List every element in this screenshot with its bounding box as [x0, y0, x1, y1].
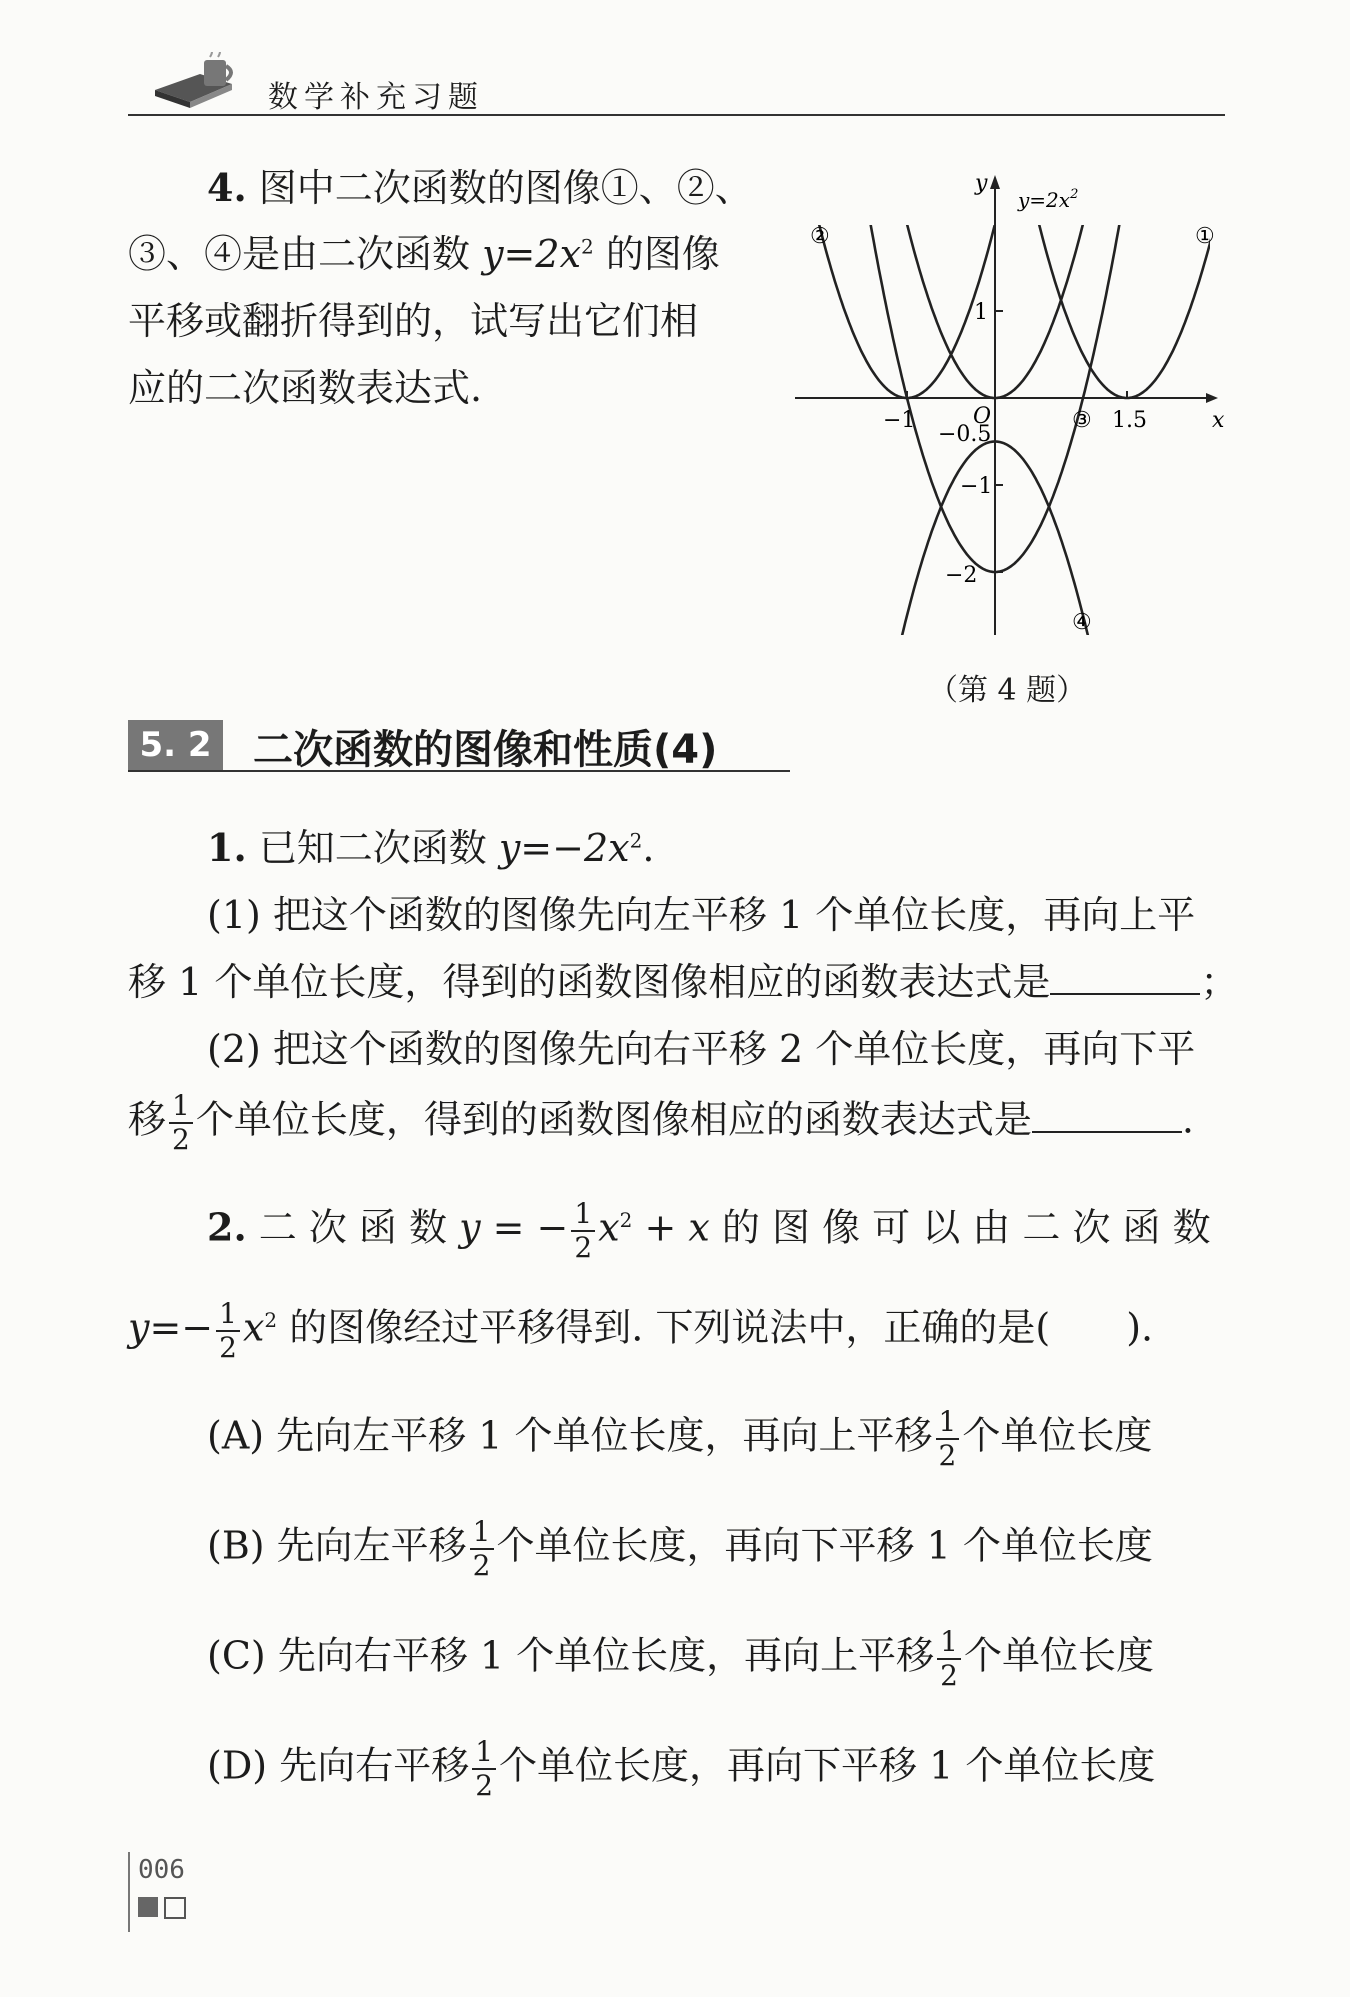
- problem4-line3: 平移或翻折得到的，试写出它们相: [128, 299, 699, 343]
- q1-stem: 1. 已知二次函数 $y=-2x^2$.: [207, 825, 655, 870]
- section-title: 二次函数的图像和性质(4): [253, 727, 718, 773]
- marker-1: ①: [1195, 224, 1215, 249]
- tick-x-1-5: 1.5: [1112, 408, 1147, 433]
- y-axis-label: y: [975, 171, 988, 196]
- figure-caption: （第 4 题）: [928, 673, 1087, 708]
- header-title: 数学补充习题: [268, 80, 484, 115]
- tick-x-neg1: −1: [883, 408, 916, 433]
- tick-y-neg1: −1: [960, 474, 993, 499]
- curve-base-label: $y=2x^2$: [1018, 187, 1079, 212]
- fraction-half: $\frac{1}{2}$: [169, 1092, 193, 1154]
- page-square-empty: [164, 1897, 186, 1919]
- page-square-filled: [138, 1897, 158, 1917]
- page-rule: [128, 1852, 130, 1932]
- parabola-figure: [790, 165, 1230, 645]
- fraction-half: $\frac{1}{2}$: [571, 1200, 595, 1262]
- fraction-half: $\frac{1}{2}$: [216, 1300, 240, 1362]
- origin-label: O: [973, 404, 992, 429]
- marker-4: ④: [1072, 610, 1092, 635]
- q2-line1: 2. 二 次 函 数 y = − $\frac{1}{2}$ $x^2 + x$ 的 图 像 可 以 由 二 次 函 数: [207, 1197, 1211, 1264]
- curve-3: [801, 165, 1230, 572]
- section-number: 5. 2: [128, 720, 223, 770]
- x-axis-label: x: [1212, 408, 1225, 433]
- problem4-line1: 4. 图中二次函数的图像①、②、: [207, 165, 753, 210]
- q2-option-a[interactable]: (A) 先向左平移 1 个单位长度，再向上平移 $\frac{1}{2}$ 个单位长度: [207, 1405, 1153, 1472]
- q1-part1-line2: 移 1 个单位长度，得到的函数图像相应的函数表达式是 ；: [128, 960, 1239, 1004]
- q2-line2: y=− $\frac{1}{2}$ $x^2$ 的图像经过平移得到. 下列说法中，正确的是( ).: [128, 1297, 1154, 1364]
- tick-y-neg0-5: −0.5: [938, 422, 992, 447]
- q2-option-b[interactable]: (B) 先向左平移 $\frac{1}{2}$ 个单位长度，再向下平移 1 个单位长度: [207, 1515, 1153, 1582]
- book-cup-icon: [150, 52, 240, 112]
- problem4-line4: 应的二次函数表达式.: [128, 366, 483, 410]
- page-number: 006: [138, 1855, 185, 1885]
- answer-blank-2[interactable]: [1032, 1101, 1182, 1133]
- header-rule: [128, 114, 1225, 116]
- problem4-line2: ③、④是由二次函数 $y=2x^2$ 的图像: [128, 232, 720, 276]
- x-axis-arrow: [1206, 393, 1218, 403]
- marker-2: ②: [810, 224, 830, 249]
- q1-part2-line2: 移 $\frac{1}{2}$ 个单位长度，得到的函数图像相应的函数表达式是 .: [128, 1089, 1194, 1156]
- marker-3: ③: [1072, 408, 1092, 433]
- curve-1: [801, 165, 1230, 398]
- tick-y-1: 1: [974, 300, 988, 325]
- answer-blank-1[interactable]: [1050, 963, 1200, 995]
- q2-option-d[interactable]: (D) 先向右平移 $\frac{1}{2}$ 个单位长度，再向下平移 1 个单位长度: [207, 1735, 1156, 1802]
- tick-y-neg2: −2: [945, 563, 978, 588]
- q2-option-c[interactable]: (C) 先向右平移 1 个单位长度，再向上平移 $\frac{1}{2}$ 个单位长度: [207, 1625, 1154, 1692]
- curve-4: [801, 442, 1230, 646]
- q1-part1-line1: (1) 把这个函数的图像先向左平移 1 个单位长度，再向上平: [207, 893, 1196, 937]
- y-axis-arrow: [990, 175, 1000, 189]
- q1-part2-line1: (2) 把这个函数的图像先向右平移 2 个单位长度，再向下平: [207, 1027, 1196, 1071]
- section-rule: [128, 770, 790, 772]
